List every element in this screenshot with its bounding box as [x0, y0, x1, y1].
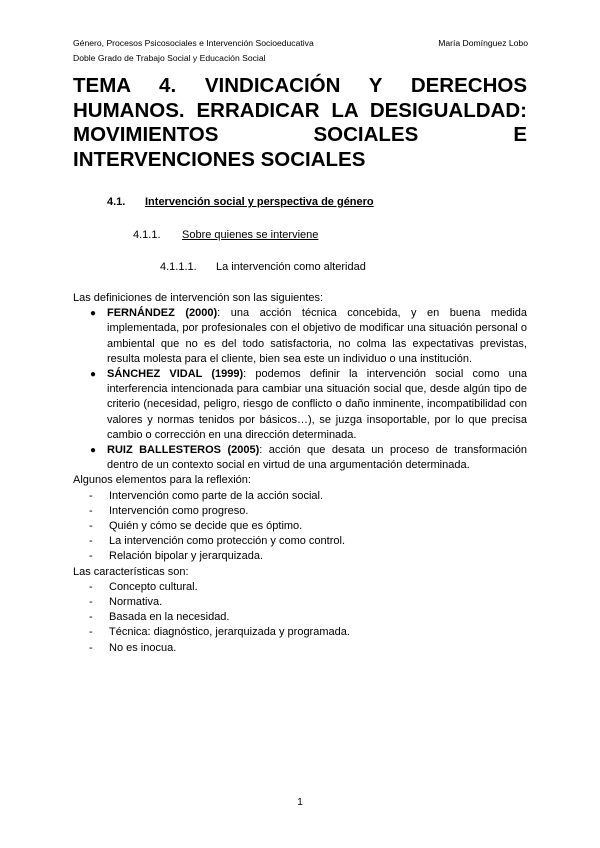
definitions-intro: Las definiciones de intervención son las siguientes:: [73, 292, 324, 304]
title-line: HUMANOS. ERRADICAR LA DESIGUALDAD:: [73, 98, 527, 122]
list-item-text: Relación bipolar y jerarquizada.: [109, 550, 264, 563]
section-number: 4.1.: [107, 196, 126, 208]
list-item: [73, 595, 527, 610]
list-item-text: Concepto cultural.: [109, 580, 198, 593]
definition-text: : acción que desata un proceso de transformación dentro de un contexto social en virtud de una argumentación determinada.: [107, 444, 528, 472]
subsection-title: Sobre quienes se interviene: [182, 229, 319, 241]
title-line: TEMA 4. VINDICACIÓN Y DERECHOS: [73, 74, 527, 97]
document-title: [73, 74, 527, 172]
list-item-text: Quién y cómo se decide que es óptimo.: [109, 520, 303, 533]
dash-marker: -: [89, 641, 93, 654]
dash-marker: -: [89, 489, 93, 502]
subsubsection-number: 4.1.1.1.: [160, 261, 197, 273]
list-item-text: Basada en la necesidad.: [109, 611, 230, 624]
characteristics-list: [73, 580, 527, 656]
definition-author: FERNÁNDEZ (2000): [107, 307, 218, 320]
list-item: [73, 625, 527, 640]
section-title: Intervención social y perspectiva de género: [145, 196, 374, 208]
definition-text: : podemos definir la intervención social como una interferencia intencionada para cambiar una situación social que, desde algún tipo de criterio (necesidad, peligro, riesgo de conflicto o daño inminente, incompatibilidad con valores y normas tenidos por básicos…), se juzga insoportable, por lo que precisa cambio o corrección en una dirección determinada.: [107, 368, 527, 441]
dash-marker: -: [89, 580, 93, 593]
bullet-icon: ●: [90, 308, 97, 320]
subsubsection-heading: [160, 261, 366, 273]
list-item: [73, 519, 527, 534]
list-item: [73, 306, 527, 367]
definition-author: SÁNCHEZ VIDAL (1999): [107, 368, 244, 381]
definitions-list: [73, 306, 527, 473]
reflection-intro: Algunos elementos para la reflexión:: [73, 474, 251, 487]
page-header: [73, 36, 528, 66]
characteristics-intro: Las características son:: [73, 565, 189, 578]
list-item-text: Técnica: diagnóstico, jerarquizada y programada.: [109, 626, 350, 639]
list-item: [73, 580, 527, 595]
dash-marker: -: [89, 535, 93, 548]
list-item: [73, 489, 527, 504]
list-item: [73, 534, 527, 549]
dash-marker: -: [89, 550, 93, 563]
list-item-text: Intervención como progreso.: [109, 504, 249, 517]
subsection-heading: [133, 229, 318, 241]
section-heading: [107, 196, 374, 208]
subsubsection-title: La intervención como alteridad: [216, 261, 366, 273]
header-course: Género, Procesos Psicosociales e Intervención Socioeducativa: [73, 38, 314, 48]
dash-marker: -: [89, 596, 93, 609]
list-item-text: Intervención como parte de la acción social.: [109, 489, 324, 502]
list-item: [73, 641, 527, 656]
list-item-text: La intervención como protección y como control.: [109, 535, 346, 548]
dash-marker: -: [89, 520, 93, 533]
definition-text: : una acción técnica concebida, y en buena medida implementada, por profesionales con el objetivo de modificar una situación personal o ambiental que no es del todo satisfactoria, no colma las expectativas previstas, resulta molesta para el cliente, bien sea este un individuo o una institución.: [107, 307, 527, 365]
title-line: MOVIMIENTOS SOCIALES E: [73, 123, 527, 146]
title-line: INTERVENCIONES SOCIALES: [73, 147, 366, 171]
page-number: 1: [297, 797, 303, 808]
document-body: [73, 291, 527, 656]
list-item-text: No es inocua.: [109, 641, 177, 654]
dash-marker: -: [89, 611, 93, 624]
reflection-list: [73, 489, 527, 565]
list-item: [73, 549, 527, 564]
list-item: [73, 443, 527, 473]
bullet-icon: ●: [90, 445, 97, 457]
header-degree: Doble Grado de Trabajo Social y Educación Social: [73, 53, 266, 63]
list-item: [73, 504, 527, 519]
header-author: María Domínguez Lobo: [438, 38, 528, 48]
list-item: [73, 367, 527, 443]
dash-marker: -: [89, 626, 93, 639]
bullet-icon: ●: [90, 369, 97, 381]
list-item-text: Normativa.: [109, 596, 163, 609]
list-item: [73, 610, 527, 625]
dash-marker: -: [89, 504, 93, 517]
definition-author: RUIZ BALLESTEROS (2005): [107, 444, 260, 457]
subsection-number: 4.1.1.: [133, 229, 161, 241]
